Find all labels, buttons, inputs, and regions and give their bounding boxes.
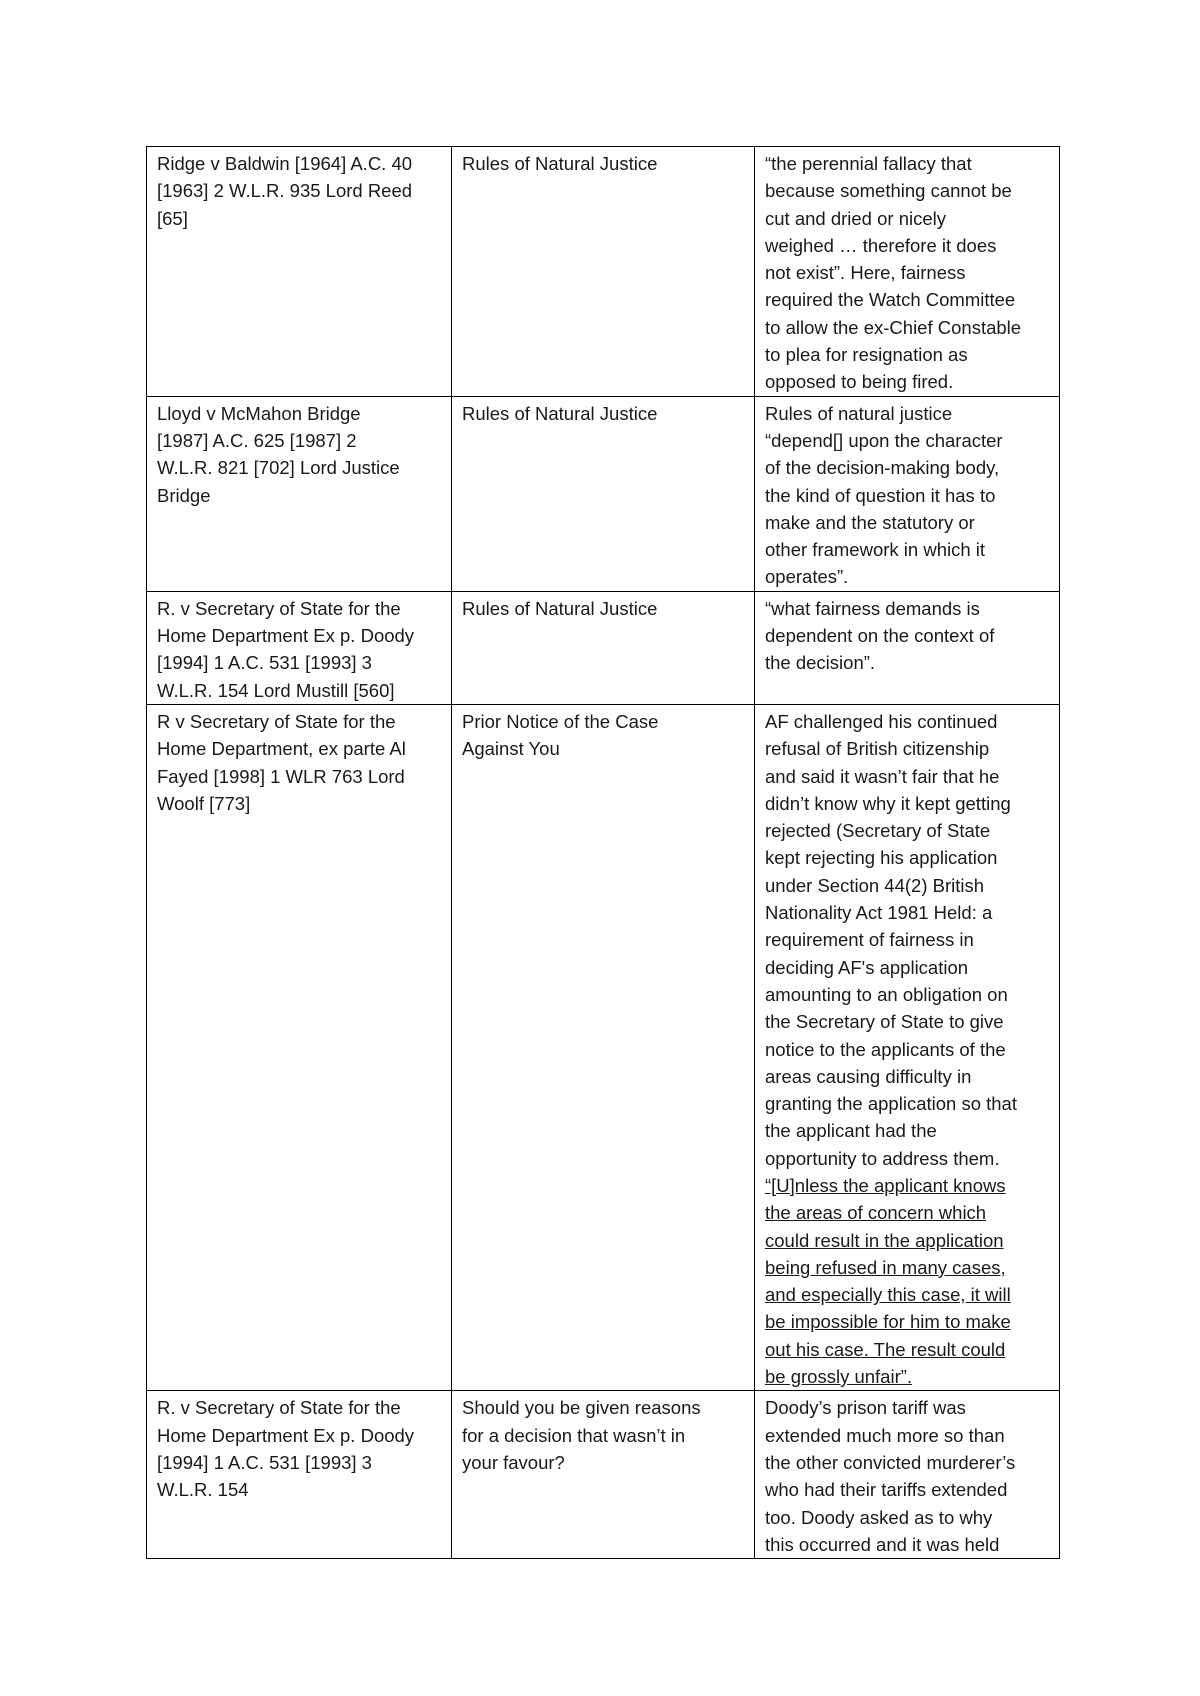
case-citation-cell xyxy=(147,704,452,1390)
topic: Should you be given reasons for a decision that wasn’t in your favour? xyxy=(462,1397,701,1473)
note-cell xyxy=(755,591,1060,704)
case-citation: R v Secretary of State for the Home Department, ex parte Al Fayed [1998] 1 WLR 763 Lord Woolf [773] xyxy=(157,710,406,814)
case-citation: R. v Secretary of State for the Home Department Ex p. Doody [1994] 1 A.C. 531 [1993] 3 W.L.R. 154 xyxy=(157,1397,415,1501)
topic-cell xyxy=(452,1391,755,1559)
case-citation-cell xyxy=(147,147,452,397)
topic: Rules of Natural Justice xyxy=(462,597,658,619)
note-cell xyxy=(755,147,1060,397)
case-citation-cell xyxy=(147,1391,452,1559)
note: AF challenged his continued refusal of British citizenship and said it wasn’t fair that he didn’t know why it kept getting rejected (Secretary of State kept rejecting his application under Section 44(2) British Nationality Act 1981 Held: a requirement of fairness in deciding AF's application amounting to an obligation on the Secretary of State to give notice to the applicants of the areas causing difficulty in granting the application so that the applicant had the opportunity to address them. xyxy=(765,710,1017,1169)
table-row xyxy=(147,396,1060,591)
table-row xyxy=(147,591,1060,704)
case-citation: Lloyd v McMahon Bridge [1987] A.C. 625 [1987] 2 W.L.R. 821 [702] Lord Justice Bridge xyxy=(157,402,400,506)
case-citation: Ridge v Baldwin [1964] A.C. 40 [1963] 2 W.L.R. 935 Lord Reed [65] xyxy=(157,153,413,229)
case-citation-cell xyxy=(147,591,452,704)
table-row xyxy=(147,704,1060,1390)
note-cell xyxy=(755,1391,1060,1559)
note: “the perennial fallacy that because something cannot be cut and dried or nicely weighed … therefore it does not exist”. Here, fairness required the Watch Committee to allow the ex-Chief Constable to plea for resignation as opposed to being fired. xyxy=(765,153,1022,393)
note: Rules of natural justice “depend[] upon the character of the decision-making body, the kind of question it has to make and the statutory or other framework in which it operates”. xyxy=(765,402,1003,588)
case-law-table xyxy=(146,146,1060,1559)
topic-cell xyxy=(452,704,755,1390)
table-row xyxy=(147,147,1060,397)
table-row xyxy=(147,1391,1060,1559)
case-citation-cell xyxy=(147,396,452,591)
topic-cell xyxy=(452,591,755,704)
topic: Rules of Natural Justice xyxy=(462,153,658,174)
note-cell xyxy=(755,396,1060,591)
topic-cell xyxy=(452,147,755,397)
topic-cell xyxy=(452,396,755,591)
note: “what fairness demands is dependent on the context of the decision”. xyxy=(765,597,995,674)
topic: Rules of Natural Justice xyxy=(462,402,658,424)
note-cell xyxy=(755,704,1060,1390)
note: Doody’s prison tariff was extended much more so than the other convicted murderer’s who had their tariffs extended too. Doody asked as to why this occurred and it was held xyxy=(765,1397,1016,1555)
topic: Prior Notice of the Case Against You xyxy=(462,710,659,760)
underlined-quote: “[U]nless the applicant knows the areas of concern which could result in the application being refused in many cases, and especially this case, it will be impossible for him to make out his case. The result could be grossly unfair”. xyxy=(765,1174,1011,1388)
case-citation: R. v Secretary of State for the Home Department Ex p. Doody [1994] 1 A.C. 531 [1993] 3 W.L.R. 154 Lord Mustill [560] xyxy=(157,597,415,701)
